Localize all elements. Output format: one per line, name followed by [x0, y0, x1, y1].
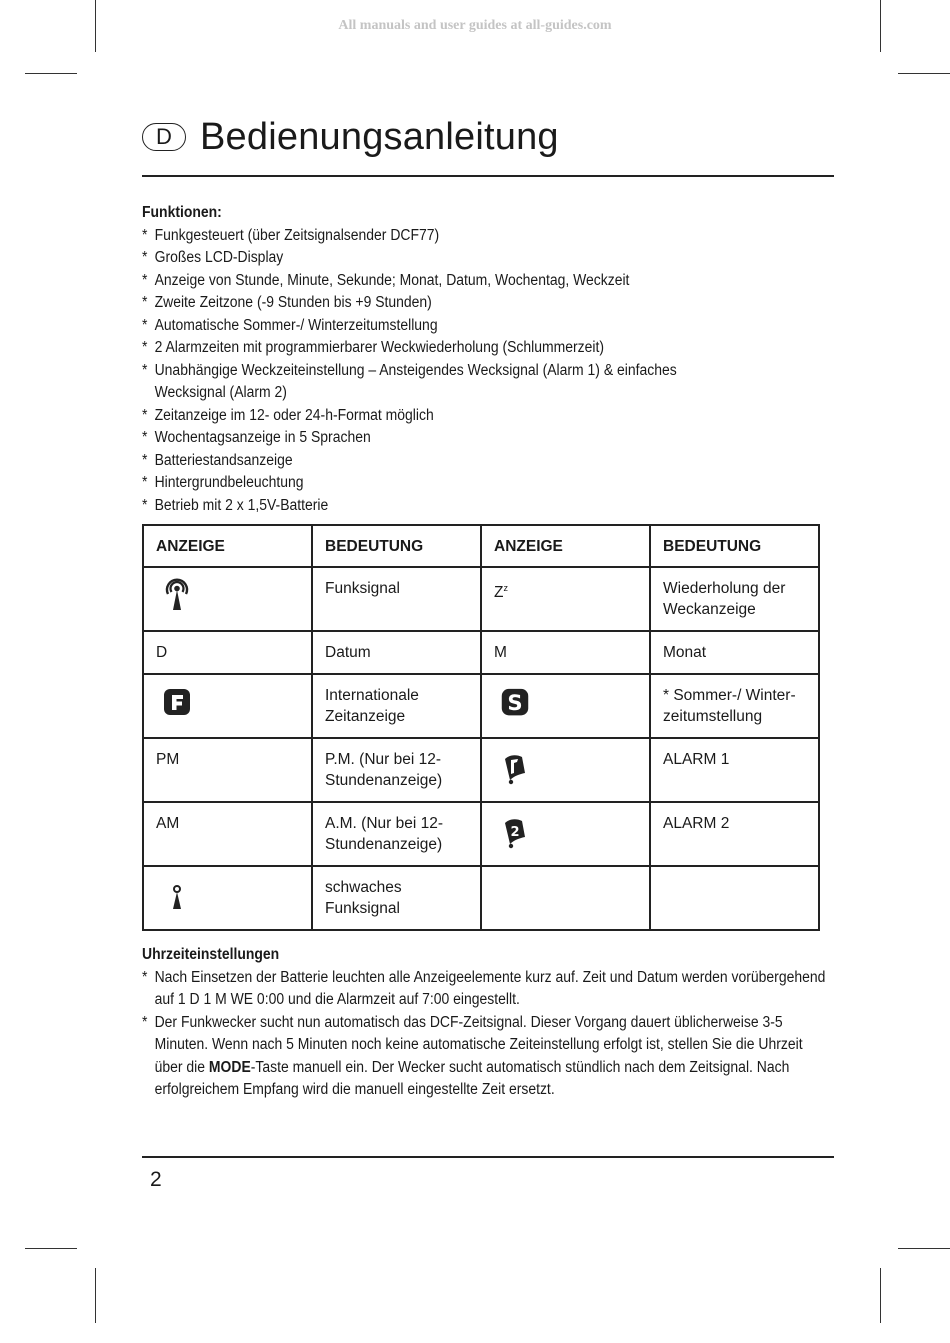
list-item: * Batteriestandsanzeige — [142, 451, 293, 469]
table-row — [143, 631, 819, 674]
table-cell: D — [143, 631, 312, 674]
list-item: * Der Funkwecker sucht nun automatisch das DCF-Zeitsignal. Dieser Vorgang dauert üblicherweise 3-5 Minuten. Wenn nach 5 Minuten noch keine automatische Zeiteinstellung erfolgt ist, stellen Sie die Uhrzeit über die MODE-Taste manuell ein. Der Wecker sucht automatisch stündlich nach dem Zeitsignal. Nach erfolgreichem Empfang wird die manuell eingestellte Zeit ersetzt. — [142, 1013, 803, 1098]
table-cell: schwaches Funksignal — [312, 866, 481, 930]
table-cell: Wiederholung der Weckanzeige — [650, 567, 819, 631]
table-cell: AM — [143, 802, 312, 866]
table-row — [143, 674, 819, 738]
header-rule — [142, 175, 834, 177]
table-row — [143, 802, 819, 866]
page-title: Bedienungsanleitung — [200, 115, 559, 158]
table-cell: P.M. (Nur bei 12-Stundenanzeige) — [312, 738, 481, 802]
page-number: 2 — [150, 1168, 162, 1191]
table-cell — [650, 866, 819, 930]
table-cell — [143, 567, 312, 631]
svg-text:S: S — [507, 690, 523, 716]
functions-section — [142, 202, 765, 517]
table-cell: PM — [143, 738, 312, 802]
list-item: * Anzeige von Stunde, Minute, Sekunde; Monat, Datum, Wochentag, Weckzeit — [142, 271, 630, 289]
list-item: * Zeitanzeige im 12- oder 24-h-Format möglich — [142, 406, 434, 424]
display-legend-table — [142, 524, 820, 931]
watermark: All manuals and user guides at all-guides.com — [338, 18, 612, 33]
f-badge-icon — [162, 683, 192, 723]
table-row — [143, 866, 819, 930]
radio-signal-weak-icon — [162, 875, 192, 915]
table-cell — [481, 802, 650, 866]
list-item: * Wochentagsanzeige in 5 Sprachen — [142, 429, 371, 446]
table-cell — [481, 866, 650, 930]
crop-mark — [25, 73, 77, 74]
table-cell: ALARM 1 — [650, 738, 819, 802]
alarm-2-bell-icon — [500, 811, 530, 851]
functions-heading: Funktionen: — [142, 204, 222, 221]
crop-mark — [95, 1268, 96, 1323]
table-cell — [481, 674, 650, 738]
table-cell: Monat — [650, 631, 819, 674]
list-item: * Zweite Zeitzone (-9 Stunden bis +9 Stunden) — [142, 294, 432, 311]
snooze-symbol: $Z^z$ — [494, 583, 508, 602]
list-item: * Großes LCD-Display — [142, 249, 284, 266]
table-cell — [143, 674, 312, 738]
svg-text:2: 2 — [510, 825, 520, 840]
table-row — [143, 567, 819, 631]
crop-mark — [25, 1248, 77, 1249]
column-header: ANZEIGE — [143, 525, 312, 567]
table-cell: Datum — [312, 631, 481, 674]
list-item: * Hintergrundbeleuchtung — [142, 474, 304, 491]
crop-mark — [898, 1248, 950, 1249]
list-item: * Betrieb mit 2 x 1,5V-Batterie — [142, 496, 329, 514]
footer-rule — [142, 1156, 834, 1158]
time-settings-heading: Uhrzeiteinstellungen — [142, 946, 280, 963]
list-item: * 2 Alarmzeiten mit programmierbarer Weckwiederholung (Schlummerzeit) — [142, 339, 605, 356]
table-cell: Internationale Zeitanzeige — [312, 674, 481, 738]
column-header: BEDEUTUNG — [650, 525, 819, 567]
table-cell: ALARM 2 — [650, 802, 819, 866]
page-header — [142, 112, 559, 162]
table-row — [143, 738, 819, 802]
s-badge-icon — [500, 683, 530, 723]
column-header: BEDEUTUNG — [312, 525, 481, 567]
table-cell — [481, 567, 650, 631]
table-cell: Funksignal — [312, 567, 481, 631]
list-item: * Unabhängige Weckzeiteinstellung – Ansteigendes Wecksignal (Alarm 1) & einfaches Wecksignal (Alarm 2) — [142, 361, 677, 401]
list-item: * Automatische Sommer-/ Winterzeitumstellung — [142, 316, 438, 334]
crop-mark — [880, 1268, 881, 1323]
table-header-row — [143, 525, 819, 567]
list-item: * Nach Einsetzen der Batterie leuchten alle Anzeigeelemente kurz auf. Zeit und Datum werden vorübergehend auf 1 D 1 M WE 0:00 und die Alarmzeit auf 7:00 eingestellt. — [142, 968, 826, 1008]
table-cell: * Sommer-/ Winter-zeitumstellung — [650, 674, 819, 738]
mode-key-label: MODE — [208, 1058, 251, 1076]
crop-mark — [898, 73, 950, 74]
table-cell: A.M. (Nur bei 12-Stundenanzeige) — [312, 802, 481, 866]
list-item: * Funkgesteuert (über Zeitsignalsender DCF77) — [142, 226, 440, 244]
alarm-1-bell-icon — [500, 747, 530, 787]
column-header: ANZEIGE — [481, 525, 650, 567]
table-cell — [143, 866, 312, 930]
radio-signal-strong-icon — [162, 576, 192, 616]
table-cell — [481, 738, 650, 802]
language-badge: D — [142, 123, 186, 151]
time-settings-section — [142, 944, 826, 1102]
table-cell: M — [481, 631, 650, 674]
